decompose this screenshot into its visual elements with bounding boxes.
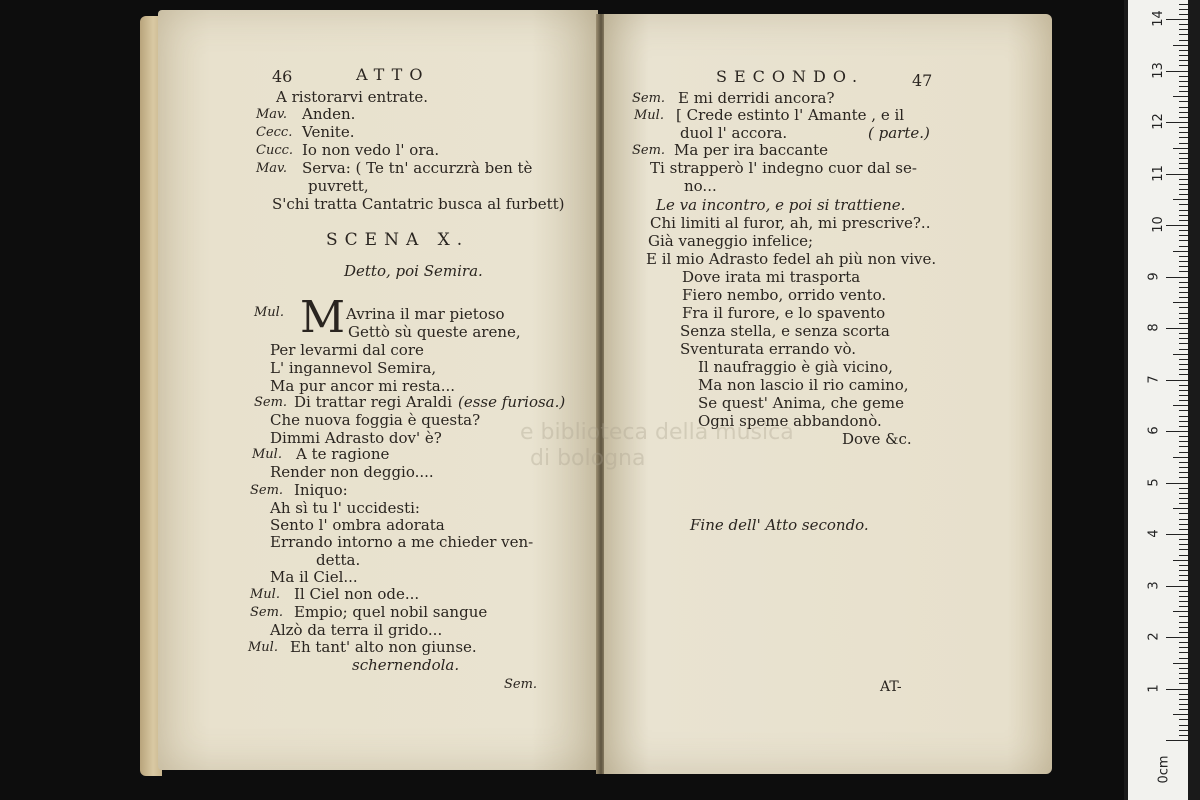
ruler-number: 7: [1146, 374, 1162, 384]
ruler-tick: [1166, 431, 1188, 432]
ruler-tick: [1179, 220, 1188, 221]
ruler-tick: [1179, 14, 1188, 15]
ruler-tick: [1179, 194, 1188, 195]
ruler-tick: [1166, 277, 1188, 278]
ruler-number: 12: [1150, 113, 1166, 130]
ruler-tick: [1179, 421, 1188, 422]
ruler-tick: [1179, 570, 1188, 571]
ruler-tick: [1179, 40, 1188, 41]
running-head: ATTO: [356, 65, 430, 84]
ruler-tick: [1179, 616, 1188, 617]
verse-line: Render non deggio....: [270, 463, 434, 481]
ruler-tick: [1179, 287, 1188, 288]
text-line: Serva: ( Te tn' accurzrà ben tè: [302, 159, 533, 177]
aria-line: Se quest' Anima, che geme: [698, 394, 904, 412]
speaker: Sem.: [632, 91, 666, 106]
ruler-tick: [1179, 297, 1188, 298]
ruler-tick: [1179, 647, 1188, 648]
text-line: puvrett,: [308, 177, 369, 195]
ruler-tick: [1179, 343, 1188, 344]
stage-direction: schernendola.: [352, 656, 460, 674]
ruler-tick: [1173, 96, 1188, 97]
ruler-tick: [1179, 385, 1188, 386]
verse-line: Dimmi Adrasto dov' è?: [270, 429, 442, 447]
ruler-tick: [1179, 81, 1188, 82]
ruler-tick: [1179, 86, 1188, 87]
stage-aside: ( parte.): [868, 124, 930, 142]
ruler-tick: [1179, 50, 1188, 51]
text-line: Venite.: [302, 123, 355, 141]
scene-subtitle: Detto, poi Semira.: [344, 262, 483, 280]
ruler-tick: [1179, 153, 1188, 154]
speaker: Mul.: [252, 447, 282, 462]
speaker: Sem.: [254, 395, 288, 410]
speaker: Mul.: [254, 305, 284, 320]
ruler-tick: [1179, 498, 1188, 499]
ruler-tick: [1179, 524, 1188, 525]
ruler-tick: [1179, 416, 1188, 417]
aria-line: Senza stella, e senza scorta: [680, 322, 890, 340]
ruler-tick: [1179, 575, 1188, 576]
ruler-tick: [1166, 225, 1188, 226]
ruler-tick: [1173, 560, 1188, 561]
verse-line: Errando intorno a me chieder ven-: [270, 533, 534, 551]
aria-line: Il naufraggio è già vicino,: [698, 358, 893, 376]
ruler-tick: [1179, 627, 1188, 628]
ruler-tick: [1179, 580, 1188, 581]
ruler-tick: [1173, 251, 1188, 252]
ruler-tick: [1179, 143, 1188, 144]
ruler-tick: [1173, 45, 1188, 46]
ruler-tick: [1179, 256, 1188, 257]
ruler-number: 1: [1146, 683, 1162, 693]
ruler-tick: [1179, 204, 1188, 205]
ruler-tick: [1179, 307, 1188, 308]
ruler-tick: [1179, 65, 1188, 66]
verse-line: Avrina il mar pietoso: [346, 305, 505, 323]
watermark-line: di bologna: [530, 446, 646, 471]
stage-direction: Le va incontro, e poi si trattiene.: [656, 196, 906, 214]
stage-aside: (esse furiosa.): [458, 393, 566, 411]
ruler-tick: [1179, 235, 1188, 236]
ruler-tick: [1179, 622, 1188, 623]
running-head: SECONDO.: [716, 67, 865, 86]
ruler-tick: [1179, 266, 1188, 267]
speaker: Sem.: [632, 143, 666, 158]
ruler-tick: [1179, 539, 1188, 540]
ruler-tick: [1179, 24, 1188, 25]
verse-line: Il Ciel non ode...: [294, 585, 420, 603]
ruler-tick: [1179, 210, 1188, 211]
ruler-tick: [1179, 313, 1188, 314]
speaker: Mul.: [634, 108, 664, 123]
ruler-tick: [1179, 101, 1188, 102]
verse-line: L' ingannevol Semira,: [270, 359, 437, 377]
text-line: Io non vedo l' ora.: [302, 141, 440, 159]
ruler-tick: [1179, 477, 1188, 478]
aria-line: Fra il furore, e lo spavento: [682, 304, 886, 322]
ruler-tick: [1166, 586, 1188, 587]
ruler-tick: [1179, 519, 1188, 520]
ruler-tick: [1179, 596, 1188, 597]
ruler-tick: [1179, 549, 1188, 550]
page-number: 46: [272, 67, 293, 86]
ruler-tick: [1179, 652, 1188, 653]
verse-line: Gettò sù queste arene,: [348, 323, 521, 341]
verse-line: Per levarmi dal core: [270, 341, 424, 359]
ruler-tick: [1166, 174, 1188, 175]
ruler-tick: [1179, 246, 1188, 247]
speaker: Mav.: [256, 161, 287, 176]
verse-line: Ah sì tu l' uccidesti:: [270, 499, 420, 517]
ruler-tick: [1179, 333, 1188, 334]
ruler-tick: [1179, 9, 1188, 10]
ruler-tick: [1179, 467, 1188, 468]
ruler-number: 9: [1146, 271, 1162, 281]
text-line: [ Crede estinto l' Amante , e il: [676, 106, 905, 124]
scene-title: SCENA X.: [326, 230, 470, 250]
ruler-tick: [1179, 436, 1188, 437]
ruler-tick: [1179, 565, 1188, 566]
verse-line: A te ragione: [296, 445, 390, 463]
ruler-number: 13: [1150, 61, 1166, 79]
ruler-tick: [1179, 632, 1188, 633]
da-capo: Dove &c.: [842, 430, 912, 448]
ruler-tick: [1179, 678, 1188, 679]
ruler-tick: [1179, 240, 1188, 241]
text-line: A ristorarvi entrate.: [276, 88, 428, 106]
ruler-tick: [1179, 441, 1188, 442]
ruler-tick: [1173, 508, 1188, 509]
ruler-tick: [1179, 513, 1188, 514]
ruler-tick: [1179, 230, 1188, 231]
ruler-number: 4: [1146, 529, 1162, 538]
ruler-unit-label: 0cm: [1156, 755, 1172, 784]
ruler-tick: [1179, 76, 1188, 77]
speaker: Sem.: [250, 605, 284, 620]
ruler-tick: [1179, 323, 1188, 324]
ruler-tick: [1179, 591, 1188, 592]
ruler-tick: [1179, 29, 1188, 30]
verse-line: Ma il Ciel...: [270, 568, 358, 586]
ruler-tick: [1179, 4, 1188, 5]
ruler-tick: [1179, 642, 1188, 643]
speaker: Mul.: [250, 587, 280, 602]
ruler-tick: [1179, 452, 1188, 453]
ruler-number: 5: [1146, 477, 1162, 487]
ruler-tick: [1179, 374, 1188, 375]
drop-cap: M: [300, 292, 346, 343]
text-line: Ma per ira baccante: [674, 141, 829, 159]
ruler-tick: [1166, 483, 1188, 484]
ruler-tick: [1179, 503, 1188, 504]
ruler-tick: [1179, 400, 1188, 401]
ruler-tick: [1166, 689, 1188, 690]
ruler-tick: [1179, 117, 1188, 118]
ruler-tick: [1179, 462, 1188, 463]
ruler-tick: [1179, 364, 1188, 365]
ruler-tick: [1179, 668, 1188, 669]
ruler-tick: [1179, 426, 1188, 427]
ruler-tick: [1179, 179, 1188, 180]
end-note: Fine dell' Atto secondo.: [690, 516, 869, 534]
ruler-tick: [1173, 405, 1188, 406]
ruler-tick: [1173, 663, 1188, 664]
text-line: E mi derridi ancora?: [678, 89, 835, 107]
verse-line: Alzò da terra il grido...: [270, 621, 443, 639]
ruler-tick: [1179, 261, 1188, 262]
ruler-tick: [1179, 719, 1188, 720]
verse-line: Eh tant' alto non giunse.: [290, 638, 477, 656]
ruler-tick: [1173, 148, 1188, 149]
ruler-tick: [1179, 137, 1188, 138]
speaker: Mav.: [256, 107, 287, 122]
ruler-tick: [1179, 673, 1188, 674]
ruler-tick: [1179, 658, 1188, 659]
speaker: Mul.: [248, 640, 278, 655]
ruler-tick: [1173, 302, 1188, 303]
ruler-tick: [1179, 472, 1188, 473]
ruler-tick: [1179, 544, 1188, 545]
ruler-tick: [1179, 163, 1188, 164]
ruler-tick: [1179, 529, 1188, 530]
ruler-tick: [1166, 740, 1188, 741]
verse-line: Di trattar regi Araldi: [294, 393, 453, 411]
ruler-tick: [1179, 359, 1188, 360]
ruler-tick: [1179, 349, 1188, 350]
text-line: Anden.: [302, 105, 356, 123]
page-number: 47: [912, 71, 933, 90]
aria-line: Sventurata errando vò.: [680, 340, 857, 358]
ruler-tick: [1179, 168, 1188, 169]
ruler-number: 3: [1146, 580, 1162, 590]
ruler-tick: [1166, 71, 1188, 72]
ruler-tick: [1179, 709, 1188, 710]
ruler-tick: [1179, 338, 1188, 339]
ruler-tick: [1173, 199, 1188, 200]
speaker: Cecc.: [256, 125, 293, 140]
ruler-tick: [1179, 488, 1188, 489]
ruler-tick: [1179, 683, 1188, 684]
ruler-tick: [1179, 446, 1188, 447]
ruler-tick: [1179, 107, 1188, 108]
ruler-tick: [1179, 725, 1188, 726]
ruler-tick: [1166, 19, 1188, 20]
text-line: duol l' accora.: [680, 124, 788, 142]
text-line: E il mio Adrasto fedel ah più non vive.: [646, 250, 937, 268]
ruler-tick: [1179, 127, 1188, 128]
ruler-tick: [1173, 611, 1188, 612]
ruler-tick: [1179, 318, 1188, 319]
ruler-tick: [1179, 91, 1188, 92]
ruler-tick: [1179, 215, 1188, 216]
verse-line: Iniquo:: [294, 481, 348, 499]
verse-line: detta.: [316, 551, 361, 569]
ruler-tick: [1179, 735, 1188, 736]
ruler-tick: [1173, 457, 1188, 458]
ruler-tick: [1179, 493, 1188, 494]
ruler-number: 2: [1146, 632, 1162, 641]
ruler-tick: [1166, 328, 1188, 329]
aria-line: Ogni speme abbandonò.: [698, 412, 882, 430]
ruler-number: 6: [1146, 426, 1162, 435]
aria-line: Ma non lascio il rio camino,: [698, 376, 909, 394]
ruler-tick: [1173, 354, 1188, 355]
catchword: AT-: [880, 679, 902, 695]
text-line: S'chi tratta Cantatric busca al furbett): [272, 195, 565, 213]
aria-line: Fiero nembo, orrido vento.: [682, 286, 887, 304]
library-watermark: [520, 420, 794, 472]
speaker: Cucc.: [256, 143, 294, 158]
ruler-tick: [1179, 271, 1188, 272]
ruler-tick: [1179, 730, 1188, 731]
verse-line: Ma pur ancor mi resta...: [270, 377, 456, 395]
aria-line: Dove irata mi trasporta: [682, 268, 861, 286]
verse-line: Empio; quel nobil sangue: [294, 603, 488, 621]
ruler-tick: [1179, 395, 1188, 396]
ruler-tick: [1179, 606, 1188, 607]
verse-line: Che nuova foggia è questa?: [270, 411, 481, 429]
ruler-tick: [1179, 158, 1188, 159]
ruler-tick: [1179, 390, 1188, 391]
text-line: no...: [684, 177, 717, 195]
watermark-line: e biblioteca della musica: [520, 420, 794, 445]
ruler-tick: [1179, 55, 1188, 56]
speaker: Sem.: [250, 483, 284, 498]
catchword: Sem.: [504, 677, 538, 692]
ruler-tick: [1179, 60, 1188, 61]
ruler-number: 14: [1150, 10, 1166, 27]
ruler-tick: [1173, 714, 1188, 715]
text-line: Chi limiti al furor, ah, mi prescrive?..: [650, 214, 931, 232]
ruler-tick: [1179, 292, 1188, 293]
ruler-tick: [1179, 699, 1188, 700]
ruler-number: 8: [1146, 323, 1162, 332]
ruler-tick: [1166, 380, 1188, 381]
ruler-number: 11: [1150, 164, 1166, 182]
ruler-tick: [1179, 410, 1188, 411]
ruler-tick: [1179, 112, 1188, 113]
ruler-tick: [1166, 637, 1188, 638]
ruler-tick: [1166, 122, 1188, 123]
ruler-tick: [1166, 534, 1188, 535]
ruler-tick: [1179, 555, 1188, 556]
ruler-tick: [1179, 601, 1188, 602]
ruler-tick: [1179, 369, 1188, 370]
ruler-tick: [1179, 189, 1188, 190]
ruler-tick: [1179, 704, 1188, 705]
ruler-tick: [1179, 34, 1188, 35]
verse-line: Sento l' ombra adorata: [270, 516, 445, 534]
text-line: Già vaneggio infelice;: [648, 232, 814, 250]
ruler-tick: [1179, 694, 1188, 695]
ruler-tick: [1179, 184, 1188, 185]
ruler-tick: [1179, 282, 1188, 283]
text-line: Ti strapperò l' indegno cuor dal se-: [650, 159, 917, 177]
ruler-number: 10: [1150, 216, 1166, 233]
ruler-tick: [1179, 132, 1188, 133]
